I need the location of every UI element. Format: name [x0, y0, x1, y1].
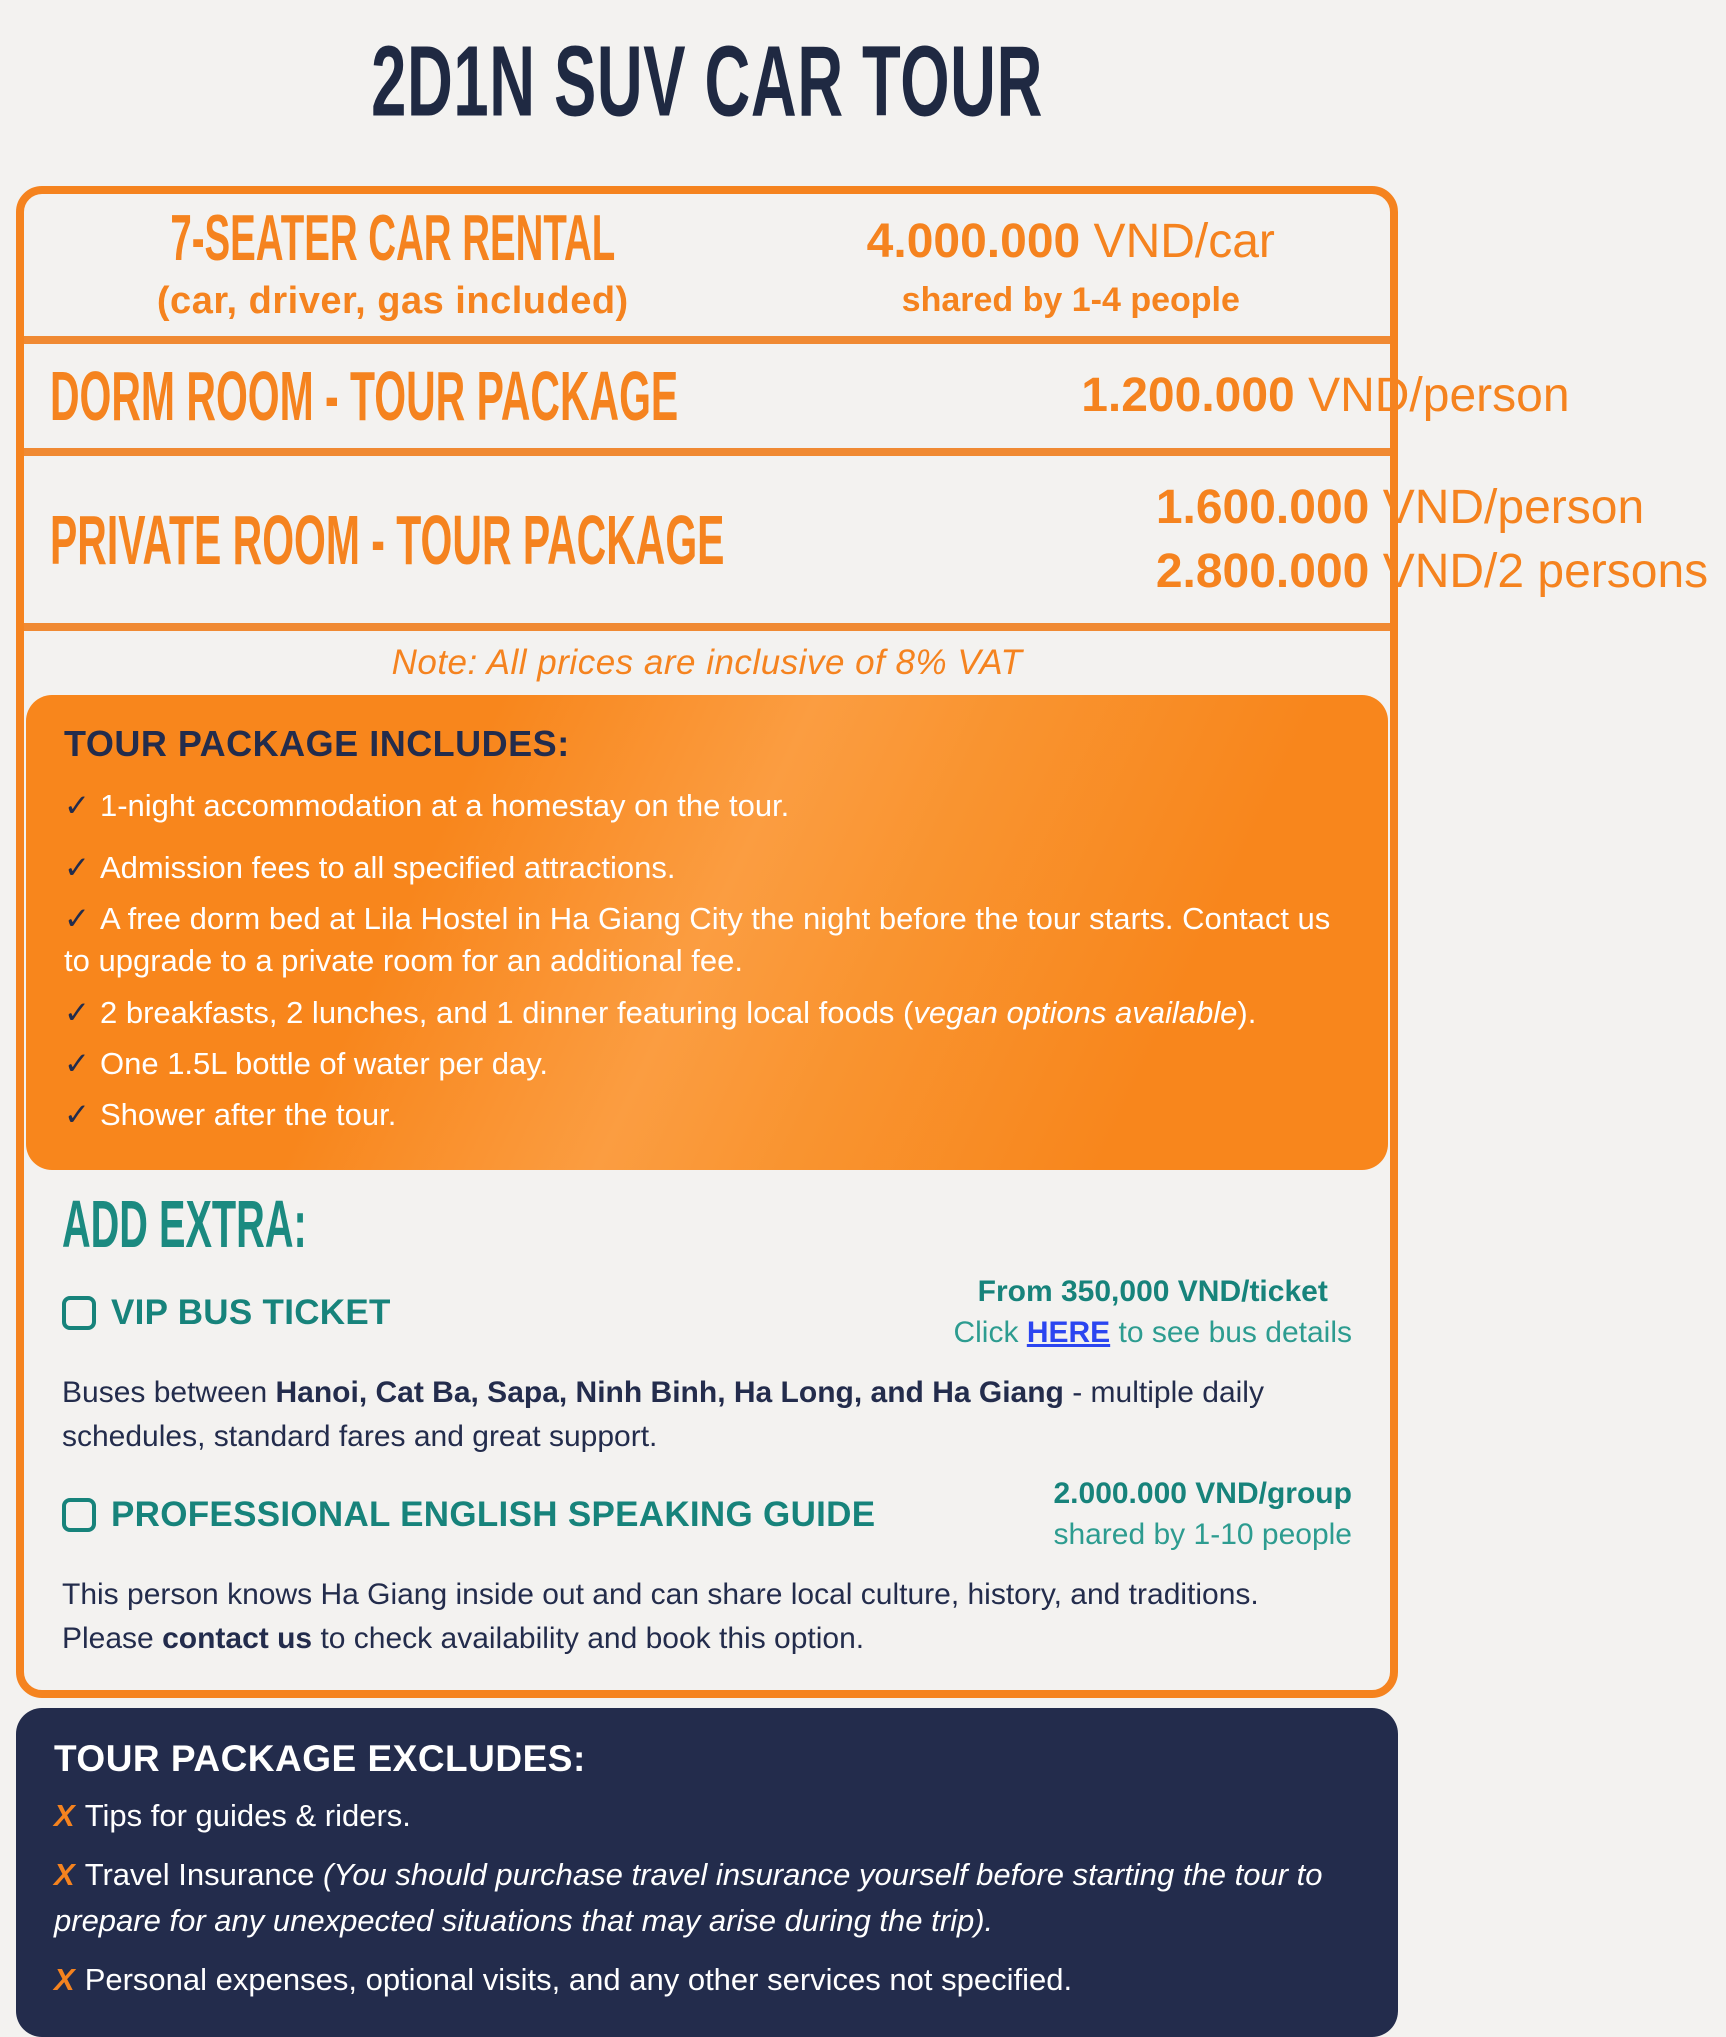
private-price-2: 2.800.000 VND/2 persons: [1155, 544, 1709, 598]
bus-details-link[interactable]: HERE: [1026, 1315, 1111, 1349]
check-icon: ✓: [64, 1096, 90, 1132]
pricing-row-dorm: [24, 344, 1570, 456]
include-item: ✓ Shower after the tour.: [64, 1096, 397, 1132]
guide-price-block: [1053, 1474, 1352, 1555]
dorm-price-block: [1063, 354, 1587, 437]
car-rental-price-block: [752, 200, 1390, 330]
guide-price: 2.000.000 VND/group: [1053, 1477, 1352, 1511]
vat-note-row: [24, 631, 1390, 695]
check-icon: ✓: [64, 788, 90, 823]
flyer-canvas: [0, 25, 1709, 2034]
dorm-heading-block: [24, 353, 1063, 439]
add-extra-title: ADD EXTRA:: [62, 1186, 307, 1262]
vip-bus-price: From 350,000 VND/ticket: [977, 1275, 1328, 1309]
vip-bus-label-block: [62, 1293, 391, 1333]
x-icon: X: [54, 1798, 75, 1834]
guide-label: PROFESSIONAL ENGLISH SPEAKING GUIDE: [111, 1494, 876, 1534]
check-icon: ✓: [64, 901, 90, 937]
guide-price-note: shared by 1-10 people: [1053, 1517, 1352, 1551]
vip-bus-checkbox[interactable]: [62, 1296, 96, 1330]
guide-description: This person knows Ha Giang inside out and can share local culture, history, and traditions. Please contact us to check availability and book this option.: [62, 1578, 1259, 1655]
x-icon: X: [54, 1856, 75, 1892]
private-heading-block: [24, 497, 1138, 583]
page-title-text: 2D1N SUV CAR TOUR: [371, 25, 1043, 138]
vat-note: Note: All prices are inclusive of 8% VAT: [391, 643, 1023, 682]
private-heading: PRIVATE ROOM - TOUR PACKAGE: [50, 500, 725, 579]
include-item: ✓ A free dorm bed at Lila Hostel in Ha Giang City the night before the tour starts. Contact us to upgrade to a private room for an additional fee.: [64, 901, 1331, 979]
x-icon: X: [54, 1961, 75, 1997]
vip-bus-link-line: Click HERE to see bus details: [953, 1315, 1352, 1349]
guide-label-block: [62, 1495, 875, 1535]
check-icon: ✓: [64, 850, 90, 886]
dorm-heading: DORM ROOM - TOUR PACKAGE: [50, 357, 679, 435]
private-price-block: [1138, 466, 1726, 613]
includes-box: [26, 695, 1388, 1170]
pricing-row-private: [24, 456, 1709, 631]
car-rental-subheading: (car, driver, gas included): [156, 279, 629, 322]
guide-option-row: [62, 1474, 1352, 1555]
vip-bus-option-row: [62, 1272, 1352, 1353]
page-title: [0, 25, 1414, 138]
pricing-row-car-rental: [24, 194, 1390, 344]
guide-checkbox[interactable]: [62, 1498, 96, 1532]
car-rental-heading: 7-SEATER CAR RENTAL: [170, 201, 616, 275]
include-item: ✓ One 1.5L bottle of water per day.: [64, 1045, 549, 1081]
check-icon: ✓: [64, 1045, 90, 1081]
add-extra-section: [24, 1170, 1390, 1690]
car-rental-heading-block: [24, 198, 752, 333]
car-rental-price-note: shared by 1-4 people: [901, 281, 1240, 320]
bus-description: Buses between Hanoi, Cat Ba, Sapa, Ninh Binh, Ha Long, and Ha Giang - multiple daily schedules, standard fares and great support.: [62, 1376, 1264, 1453]
check-icon: ✓: [64, 994, 90, 1030]
vip-bus-price-block: [953, 1272, 1352, 1353]
include-item: ✓ 2 breakfasts, 2 lunches, and 1 dinner featuring local foods (vegan options available).: [64, 994, 1257, 1030]
excludes-box: [16, 1708, 1398, 2037]
dorm-price: 1.200.000 VND/person: [1081, 369, 1570, 423]
vip-bus-label: VIP BUS TICKET: [111, 1292, 391, 1332]
private-price-1: 1.600.000 VND/person: [1155, 481, 1645, 535]
includes-title: TOUR PACKAGE INCLUDES:: [64, 723, 570, 764]
excludes-title: TOUR PACKAGE EXCLUDES:: [54, 1738, 586, 1780]
car-rental-price: 4.000.000 VND/car: [866, 214, 1275, 268]
exclude-item: X Personal expenses, optional visits, and any other services not specified.: [54, 1961, 1073, 1997]
exclude-item: X Travel Insurance (You should purchase travel insurance yourself before starting the tour to prepare for any unexpected situations that may arise during the trip).: [54, 1856, 1323, 1938]
pricing-and-extras-box: [16, 186, 1709, 1698]
include-item: ✓ Admission fees to all specified attractions.: [64, 850, 676, 886]
exclude-item: X Tips for guides & riders.: [54, 1798, 411, 1834]
include-item: ✓ 1-night accommodation at a homestay on the tour.: [64, 788, 790, 823]
